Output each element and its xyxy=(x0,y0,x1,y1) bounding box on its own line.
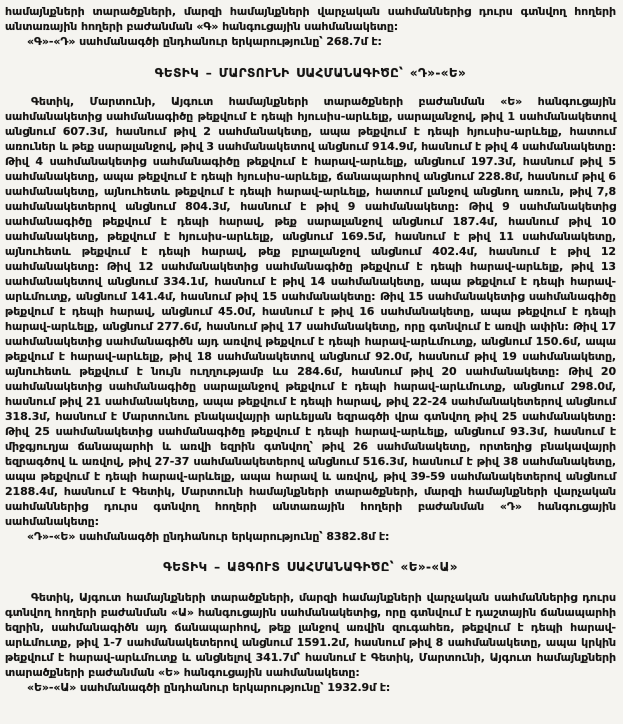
section-heading-getik-aygut: ԳԵՏԻԿ – ԱՅԳՈՒՏ ՍԱՀՄԱՆԱԳԻԾԸ՝ «Ե»-«Ա» xyxy=(163,560,458,574)
section-heading-getik-martuni: ԳԵՏԻԿ – ՄԱՐՏՈՒՆԻ ՍԱՀՄԱՆԱԳԻԾԸ՝ «Դ»-«Ե» xyxy=(154,66,467,80)
getik-martuni-boundary-paragraph: Գետիկ, Մարտունի, Այգուտ համայնքների տարածքների բաժանման «Ե» հանգուցային սահմանակետից սահմանագիծը թեքվում է դեպի հյուսիս-արևելք, սարալանջով, թիվ 1 սահմանակետով անցնում 607.3մ, հասնում թիվ 2 սահմանակետը, ապա թեքվում է դեպի հյուսիս-արևելք, հատում առուներ և թեք սարալանջով, թիվ 3 սահմանակետով անցնում 914.9մ, հասնում է թիվ 4 սահմանակետը: Թիվ 4 սահմանակետից սահմանագիծը թեքվում է հարավ-արևելք, անցնում 197.3մ, հասնում թիվ 5 սահմանակետը, ապա թեքվում է դեպի հյուսիս-արևելք, ճանապարհով անցնում 228.8մ, հասնում թիվ 6 սահմանակետը, այնուհետև թեքվում է դեպի հարավ-արևելք, հատում լանջով անցնող առուն, թիվ 7,8 սահմանակետերով անցնում 804.3մ, հասնում է թիվ 9 սահմանակետը: Թիվ 9 սահմանակետից սահմանագիծը թեքվում է դեպի հարավ, թեք սարալանջով անցնում 187.4մ, հասնում թիվ 10 սահմանակետը, թեքվում է հյուսիս-արևելք, անցնում 169.5մ, հասնում է թիվ 11 սահմանակետը, այնուհետև թեքվում է դեպի հարավ, թեք բլրալանջով անցնում 402.4մ, հասնում է թիվ 12 սահմանակետը: Թիվ 12 սահմանակետից սահմանագիծը թեքվում է դեպի հարավ-արևելք, թիվ 13 սահմանակետով անցնում 334.1մ, հասնում է թիվ 14 սահմանակետը, ապա թեքվում է դեպի հարավ-արևմուտք, անցնում 141.4մ, հասնում թիվ 15 սահմանակետը: Թիվ 15 սահմանակետից սահմանագիծը թեքվում է դեպի հարավ, անցնում 45.0մ, հասնում է թիվ 16 սահմանակետը, ապա թեքվում է դեպի հարավ-արևելք, անցնում 277.6մ, հասնում թիվ 17 սահմանակետը, որը գտնվում է առվի ափին: Թիվ 17 սահմանակետից սահմանագիծն այդ առվով թեքվում է դեպի հարավ-արևմուտք, անցնում 150.6մ, ապա թեքվում է հարավ-արևելք, թիվ 18 սահմանակետով անցնում 92.0մ, հասնում թիվ 19 սահմանակետը, այնուհետև թեքվում է նույն ուղղությամբ ևս 284.6մ, հասնում թիվ 20 սահմանակետը: Թիվ 20 սահմանակետից սահմանագիծը սարալանջով թեքվում է դեպի հարավ-արևմուտք, անցնում 298.0մ, հասնում թիվ 21 սահմանակետը, ապա թեքվում է դեպի հարավ, թիվ 22-24 սահմանակետերով անցնում 318.3մ, հասնում է Մարտունու բնակավայրի արևելյան եզրագծի վրա գտնվող թիվ 25 սահմանակետը: Թիվ 25 սահմանակետից սահմանագիծը թեքվում է դեպի հարավ-արևելք, անցնում 93.3մ, հասնում է միջգյուղյա ճանապարհի և առվի եզրին գտնվող՝ թիվ 26 սահմանակետը, որտեղից բնակավայրի եզրագծով և առվով, թիվ 27-37 սահմանակետերով անցնում 516.3մ, հասնում է թիվ 38 սահմանակետը, ապա թեքվում է դեպի հարավ-արևելք, ապա հարավ և առվով, թիվ 39-59 սահմանակետերով անցնում 2188.4մ, հասնում է Գետիկ, Մարտունի համայնքների տարածքների, մարզի համայնքների վարչական սահմաններից դուրս գտնվող հողերի անտառային հողերի բաժանման «Դ» հանգուցային սահմանակետը: xyxy=(5,95,616,528)
boundary-length-line-e-a: «Ե»-«Ա» սահմանագծի ընդհանուր երկարությունը՝ 1932.9մ է: xyxy=(27,681,391,694)
boundary-length-line-d-e: «Դ»-«Ե» սահմանագծի ընդհանուր երկարությունը՝ 8382.8մ է: xyxy=(27,530,390,543)
previous-section-tail-paragraph: համայնքների տարածքների, մարզի համայնքների վարչական սահմաններից դուրս գտնվող հողերի անտառային հողերի բաժանման «Գ» հանգուցային սահմանակետը: xyxy=(5,5,616,33)
boundary-length-line-g-d: «Գ»-«Դ» սահմանագծի ընդհանուր երկարությունը՝ 268.7մ է: xyxy=(27,35,382,48)
getik-aygut-boundary-paragraph: Գետիկ, Այգուտ համայնքների տարածքների, մարզի համայնքների վարչական սահմաններից դուրս գտնվող հողերի բաժանման «Ա» հանգուցային սահմանակետից, որը գտնվում է դաշտային ճանապարհի եզրին, սահմանագիծն այդ ճանապարհով, թեք լանջով առվին զուգահեռ, թեքվում է դեպի հարավ-արևմուտք, թիվ 1-7 սահմանակետերով անցնում 1591.2մ, հասնում թիվ 8 սահմանակետը, ապա կրկին թեքվում է հարավ-արևմուտք և անցնելով 341.7մ՝ հասնում է Գետիկ, Մարտունի, Այգուտ համայնքների տարածքների բաժանման «Ե» հանգուցային սահմանակետը: xyxy=(5,591,616,679)
